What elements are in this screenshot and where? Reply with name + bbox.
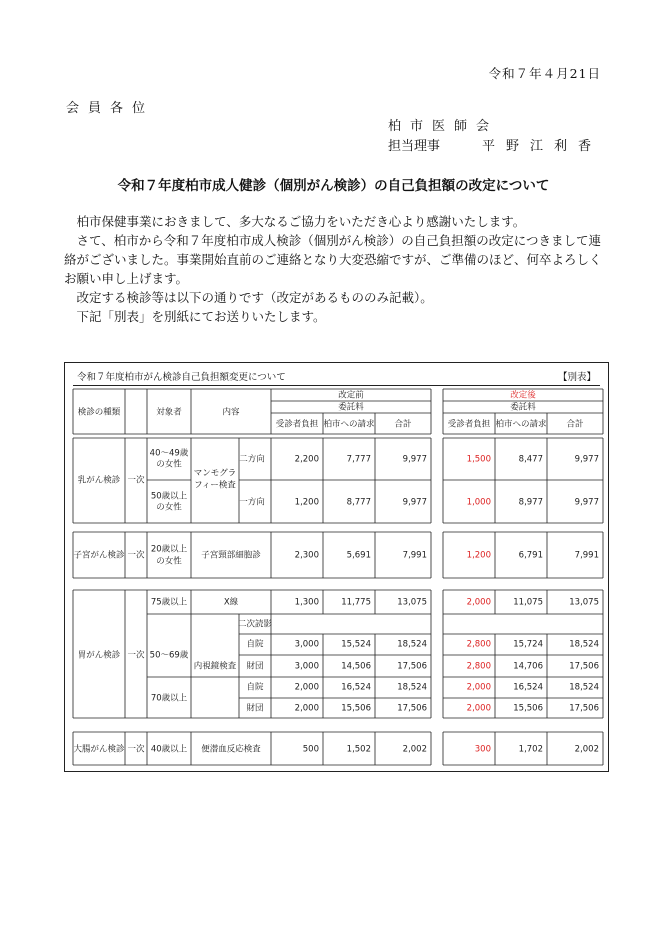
header-kind: 検診の種類 <box>77 407 121 418</box>
value-self-before: 1,300 <box>294 597 319 608</box>
group-stomach: 胃がん検診 <box>77 650 121 661</box>
sender-organization: 柏市医師会 <box>388 119 499 134</box>
value-city-after: 15,506 <box>513 703 543 714</box>
paragraph: 下記「別表」を別紙にてお送りいたします。 <box>76 309 326 324</box>
target-50plus: 50歳以上 <box>150 491 188 502</box>
value-total-before: 18,524 <box>397 682 427 693</box>
value-self-before: 2,000 <box>294 682 319 693</box>
header-after: 改定後 <box>510 390 536 401</box>
content-cytology: 子宮頸部細胞診 <box>201 550 261 561</box>
header-before: 改定前 <box>338 390 364 401</box>
document-title: 令和７年度柏市成人健診（個別がん検診）の自己負担額の改定について <box>117 178 550 194</box>
header-total-after: 合計 <box>566 419 584 430</box>
ichiji-breast: 一次 <box>127 475 145 486</box>
content-two-view: 二方向 <box>239 454 265 465</box>
facility-own: 自院 <box>246 682 264 693</box>
bessho-label: 【別表】 <box>557 372 596 383</box>
addressee: 会員各位 <box>66 101 155 116</box>
target-75plus: 75歳以上 <box>150 597 188 608</box>
target-40plus: 40歳以上 <box>150 744 188 755</box>
group-cervical: 子宮がん検診 <box>73 550 125 561</box>
value-self-after: 1,500 <box>466 454 491 465</box>
value-city-after: 11,075 <box>513 597 543 608</box>
target-40-49: 40～49歳 <box>149 448 189 459</box>
target-20plus: 20歳以上 <box>150 544 188 555</box>
content-one-view: 一方向 <box>239 497 265 508</box>
fee-table <box>64 362 609 772</box>
value-city-after: 16,524 <box>513 682 543 693</box>
header-target: 対象者 <box>156 407 182 418</box>
value-total-after: 13,075 <box>569 597 599 608</box>
content-mammo-suffix: フィー検査 <box>194 480 236 491</box>
content-endoscopy: 内視鏡検査 <box>193 661 237 672</box>
target-40-49-suffix: の女性 <box>156 459 182 470</box>
paragraph: 改定する検診等は以下の通りです（改定があるもののみ記載）。 <box>76 290 433 305</box>
sender-name: 平野江利香 <box>482 139 603 154</box>
value-city-after: 14,706 <box>513 661 543 672</box>
value-city-before: 8,777 <box>346 497 371 508</box>
value-total-before: 9,977 <box>402 497 427 508</box>
value-total-before: 7,991 <box>402 550 427 561</box>
value-city-before: 15,524 <box>341 639 371 650</box>
ichiji-stomach: 一次 <box>127 650 145 661</box>
facility-foundation: 財団 <box>246 703 264 714</box>
value-self-after: 300 <box>474 744 491 755</box>
value-total-after: 18,524 <box>569 639 599 650</box>
value-total-after: 18,524 <box>569 682 599 693</box>
value-city-after: 15,724 <box>513 639 543 650</box>
value-self-after: 2,800 <box>466 639 491 650</box>
target-20plus-suffix: の女性 <box>156 556 182 567</box>
value-city-before: 7,777 <box>346 454 371 465</box>
value-total-before: 9,977 <box>402 454 427 465</box>
content-fobt: 便潜血反応検査 <box>201 744 261 755</box>
value-city-after: 1,702 <box>518 744 543 755</box>
value-total-after: 17,506 <box>569 703 599 714</box>
value-city-before: 11,775 <box>341 597 371 608</box>
content-xray: X線 <box>223 597 239 608</box>
ichiji-colon: 一次 <box>127 744 145 755</box>
body-text <box>64 212 610 326</box>
value-city-before: 15,506 <box>341 703 371 714</box>
header-content: 内容 <box>222 407 240 418</box>
value-total-before: 2,002 <box>402 744 427 755</box>
value-total-after: 9,977 <box>574 454 599 465</box>
ichiji-cervical: 一次 <box>127 550 145 561</box>
paragraph: 柏市保健事業におきまして、多大なるご協力をいただき心より感謝いたします。 <box>76 214 526 229</box>
content-mammo: マンモグラ <box>193 468 237 479</box>
document-date: 令和７年４月21日 <box>488 66 601 81</box>
value-self-before: 3,000 <box>294 639 319 650</box>
value-self-before: 3,000 <box>294 661 319 672</box>
value-self-before: 2,200 <box>294 454 319 465</box>
value-city-after: 8,977 <box>518 497 543 508</box>
header-itaku-before: 委託料 <box>338 402 364 413</box>
header-city-before: 柏市への請求 <box>323 419 375 430</box>
group-colon: 大腸がん検診 <box>73 744 125 755</box>
header-city-after: 柏市への請求 <box>495 419 547 430</box>
value-total-before: 13,075 <box>397 597 427 608</box>
value-total-before: 17,506 <box>397 703 427 714</box>
value-self-after: 2,000 <box>466 597 491 608</box>
value-total-before: 18,524 <box>397 639 427 650</box>
value-self-before: 1,200 <box>294 497 319 508</box>
header-itaku-after: 委託料 <box>510 402 536 413</box>
paragraph: さて、柏市から令和７年度柏市成人検診（個別がん検診）の自己負担額の改定につきまして連絡がございました。事業開始直前のご連絡となり大変恐縮ですが、ご準備のほど、何卒よろしくお願い申し上げます。 <box>64 233 602 286</box>
value-city-before: 1,502 <box>346 744 371 755</box>
value-self-after: 2,800 <box>466 661 491 672</box>
value-city-before: 14,506 <box>341 661 371 672</box>
target-70plus: 70歳以上 <box>150 693 188 704</box>
facility-own: 自院 <box>246 639 264 650</box>
value-total-after: 17,506 <box>569 661 599 672</box>
value-self-after: 2,000 <box>466 703 491 714</box>
value-total-after: 2,002 <box>574 744 599 755</box>
value-self-before: 2,000 <box>294 703 319 714</box>
target-50plus-suffix: の女性 <box>156 502 182 513</box>
value-city-after: 6,791 <box>518 550 543 561</box>
value-city-before: 16,524 <box>341 682 371 693</box>
fee-table-box <box>64 362 609 772</box>
value-self-before: 2,300 <box>294 550 319 561</box>
target-50-69: 50～69歳 <box>149 650 189 661</box>
value-total-after: 9,977 <box>574 497 599 508</box>
value-city-after: 8,477 <box>518 454 543 465</box>
header-total-before: 合計 <box>394 419 412 430</box>
value-self-before: 500 <box>302 744 319 755</box>
header-self-after: 受診者負担 <box>447 419 491 430</box>
value-self-after: 1,000 <box>466 497 491 508</box>
table-title: 令和７年度柏市がん検診自己負担額変更について <box>77 372 286 383</box>
header-self-before: 受診者負担 <box>275 419 319 430</box>
sender-role: 担当理事 <box>388 139 441 154</box>
content-second-reading: 二次読影 <box>237 619 273 630</box>
value-total-before: 17,506 <box>397 661 427 672</box>
facility-foundation: 財団 <box>246 661 264 672</box>
value-self-after: 1,200 <box>466 550 491 561</box>
group-breast: 乳がん検診 <box>77 475 121 486</box>
sender-block <box>388 117 602 157</box>
value-total-after: 7,991 <box>574 550 599 561</box>
value-city-before: 5,691 <box>346 550 371 561</box>
value-self-after: 2,000 <box>466 682 491 693</box>
